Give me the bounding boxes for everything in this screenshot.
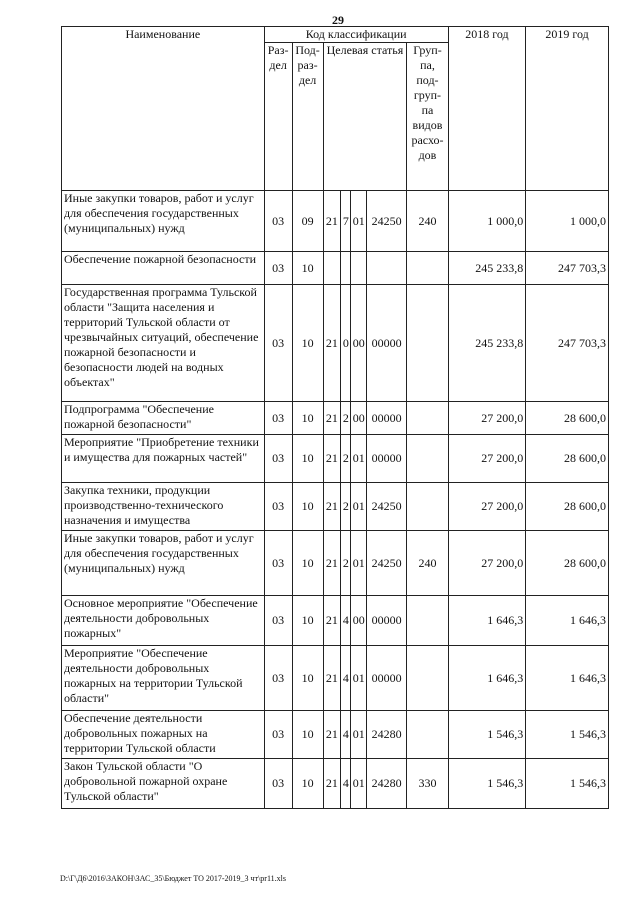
cell-cs2: 4 bbox=[341, 711, 351, 759]
cell-y2018: 1 546,3 bbox=[448, 759, 526, 809]
cell-cs2 bbox=[341, 252, 351, 285]
cell-y2018: 245 233,8 bbox=[448, 252, 526, 285]
cell-y2018: 27 200,0 bbox=[448, 402, 526, 435]
cell-cs2: 7 bbox=[341, 191, 351, 252]
cell-podrazdel: 10 bbox=[292, 402, 323, 435]
cell-cs2: 2 bbox=[341, 435, 351, 483]
cell-y2019: 28 600,0 bbox=[526, 402, 609, 435]
cell-cs3: 01 bbox=[351, 759, 367, 809]
cell-cs2: 2 bbox=[341, 402, 351, 435]
cell-cs1: 21 bbox=[323, 759, 341, 809]
cell-cs1: 21 bbox=[323, 596, 341, 646]
cell-y2018: 245 233,8 bbox=[448, 285, 526, 402]
cell-vr: 240 bbox=[407, 191, 448, 252]
table-row bbox=[62, 191, 609, 252]
cell-cs4: 00000 bbox=[366, 435, 406, 483]
budget-table bbox=[61, 26, 609, 809]
cell-y2019: 1 546,3 bbox=[526, 759, 609, 809]
cell-podrazdel: 09 bbox=[292, 191, 323, 252]
row-name: Иные закупки товаров, работ и услуг для обеспечения государственных (муниципальных) нужд bbox=[62, 191, 265, 252]
cell-y2018: 27 200,0 bbox=[448, 435, 526, 483]
cell-podrazdel: 10 bbox=[292, 646, 323, 711]
cell-razdel: 03 bbox=[264, 191, 292, 252]
cell-y2018: 1 646,3 bbox=[448, 646, 526, 711]
cell-vr bbox=[407, 596, 448, 646]
table-row bbox=[62, 596, 609, 646]
cell-cs3: 01 bbox=[351, 531, 367, 596]
table-row bbox=[62, 531, 609, 596]
header-classification: Код классификации bbox=[264, 27, 448, 43]
header-subsection: Под- раз- дел bbox=[292, 43, 323, 191]
cell-razdel: 03 bbox=[264, 435, 292, 483]
table-row bbox=[62, 759, 609, 809]
table-row bbox=[62, 483, 609, 531]
cell-vr bbox=[407, 646, 448, 711]
cell-vr bbox=[407, 483, 448, 531]
header-2019: 2019 год bbox=[526, 27, 609, 191]
row-name: Государственная программа Тульской области "Защита населения и территорий Тульской области от чрезвычайных ситуаций, обеспечение пожарной безопасности и безопасности людей на водных объектах" bbox=[62, 285, 265, 402]
table-row bbox=[62, 252, 609, 285]
cell-y2019: 1 000,0 bbox=[526, 191, 609, 252]
cell-y2019: 28 600,0 bbox=[526, 435, 609, 483]
cell-cs4: 00000 bbox=[366, 646, 406, 711]
cell-vr bbox=[407, 252, 448, 285]
cell-podrazdel: 10 bbox=[292, 531, 323, 596]
cell-razdel: 03 bbox=[264, 759, 292, 809]
cell-cs1: 21 bbox=[323, 402, 341, 435]
cell-razdel: 03 bbox=[264, 483, 292, 531]
cell-cs3: 01 bbox=[351, 191, 367, 252]
cell-cs1: 21 bbox=[323, 531, 341, 596]
cell-cs4: 00000 bbox=[366, 596, 406, 646]
row-name: Подпрограмма "Обеспечение пожарной безопасности" bbox=[62, 402, 265, 435]
cell-cs3: 01 bbox=[351, 483, 367, 531]
cell-vr: 330 bbox=[407, 759, 448, 809]
cell-cs3: 00 bbox=[351, 285, 367, 402]
header-section: Раз- дел bbox=[264, 43, 292, 191]
cell-podrazdel: 10 bbox=[292, 711, 323, 759]
header-name: Наименование bbox=[62, 27, 265, 191]
cell-cs4: 00000 bbox=[366, 402, 406, 435]
cell-razdel: 03 bbox=[264, 285, 292, 402]
cell-vr bbox=[407, 285, 448, 402]
cell-y2018: 1 646,3 bbox=[448, 596, 526, 646]
row-name: Обеспечение пожарной безопасности bbox=[62, 252, 265, 285]
cell-cs4: 24250 bbox=[366, 191, 406, 252]
cell-razdel: 03 bbox=[264, 252, 292, 285]
row-name: Обеспечение деятельности добровольных пожарных на территории Тульской области bbox=[62, 711, 265, 759]
cell-razdel: 03 bbox=[264, 711, 292, 759]
cell-cs2: 4 bbox=[341, 759, 351, 809]
cell-y2019: 247 703,3 bbox=[526, 285, 609, 402]
table-row bbox=[62, 646, 609, 711]
row-name: Закон Тульской области "О добровольной пожарной охране Тульской области" bbox=[62, 759, 265, 809]
cell-y2019: 1 546,3 bbox=[526, 711, 609, 759]
cell-podrazdel: 10 bbox=[292, 596, 323, 646]
table-row bbox=[62, 285, 609, 402]
header-expense-group: Груп- па, под- груп- па видов расхо- дов bbox=[407, 43, 448, 191]
table-row bbox=[62, 435, 609, 483]
cell-cs2: 4 bbox=[341, 596, 351, 646]
cell-cs4: 00000 bbox=[366, 285, 406, 402]
cell-podrazdel: 10 bbox=[292, 759, 323, 809]
cell-cs4: 24280 bbox=[366, 759, 406, 809]
table-row bbox=[62, 402, 609, 435]
cell-cs4: 24250 bbox=[366, 531, 406, 596]
cell-podrazdel: 10 bbox=[292, 483, 323, 531]
cell-y2019: 1 646,3 bbox=[526, 596, 609, 646]
cell-y2019: 247 703,3 bbox=[526, 252, 609, 285]
cell-vr: 240 bbox=[407, 531, 448, 596]
cell-y2018: 27 200,0 bbox=[448, 483, 526, 531]
cell-razdel: 03 bbox=[264, 646, 292, 711]
cell-cs4 bbox=[366, 252, 406, 285]
cell-cs1: 21 bbox=[323, 191, 341, 252]
cell-podrazdel: 10 bbox=[292, 435, 323, 483]
cell-cs1 bbox=[323, 252, 341, 285]
cell-cs1: 21 bbox=[323, 285, 341, 402]
cell-cs2: 2 bbox=[341, 483, 351, 531]
cell-cs3: 01 bbox=[351, 711, 367, 759]
cell-razdel: 03 bbox=[264, 531, 292, 596]
page-number: 29 bbox=[332, 13, 344, 27]
file-path-footer: D:\Г\Д6\2016\ЗАКОН\ЗАС_35\Бюджет ТО 2017-2019_3 чт\pr11.xls bbox=[60, 874, 286, 883]
cell-cs1: 21 bbox=[323, 435, 341, 483]
cell-cs3: 00 bbox=[351, 402, 367, 435]
cell-vr bbox=[407, 435, 448, 483]
cell-cs2: 0 bbox=[341, 285, 351, 402]
row-name: Иные закупки товаров, работ и услуг для обеспечения государственных (муниципальных) нужд bbox=[62, 531, 265, 596]
cell-razdel: 03 bbox=[264, 402, 292, 435]
cell-cs3: 00 bbox=[351, 596, 367, 646]
cell-y2019: 28 600,0 bbox=[526, 483, 609, 531]
cell-podrazdel: 10 bbox=[292, 252, 323, 285]
cell-vr bbox=[407, 402, 448, 435]
cell-cs3: 01 bbox=[351, 646, 367, 711]
row-name: Закупка техники, продукции производственно-технического назначения и имущества bbox=[62, 483, 265, 531]
row-name: Основное мероприятие "Обеспечение деятельности добровольных пожарных" bbox=[62, 596, 265, 646]
cell-y2018: 27 200,0 bbox=[448, 531, 526, 596]
header-target-article: Целевая статья bbox=[323, 43, 407, 191]
cell-razdel: 03 bbox=[264, 596, 292, 646]
cell-cs1: 21 bbox=[323, 483, 341, 531]
cell-cs4: 24280 bbox=[366, 711, 406, 759]
cell-y2018: 1 546,3 bbox=[448, 711, 526, 759]
cell-cs1: 21 bbox=[323, 646, 341, 711]
cell-cs2: 2 bbox=[341, 531, 351, 596]
cell-y2018: 1 000,0 bbox=[448, 191, 526, 252]
cell-y2019: 1 646,3 bbox=[526, 646, 609, 711]
cell-cs3: 01 bbox=[351, 435, 367, 483]
cell-cs3 bbox=[351, 252, 367, 285]
row-name: Мероприятие "Обеспечение деятельности добровольных пожарных на территории Тульской области" bbox=[62, 646, 265, 711]
header-2018: 2018 год bbox=[448, 27, 526, 191]
cell-podrazdel: 10 bbox=[292, 285, 323, 402]
cell-cs4: 24250 bbox=[366, 483, 406, 531]
table-row bbox=[62, 711, 609, 759]
cell-cs2: 4 bbox=[341, 646, 351, 711]
cell-y2019: 28 600,0 bbox=[526, 531, 609, 596]
cell-vr bbox=[407, 711, 448, 759]
cell-cs1: 21 bbox=[323, 711, 341, 759]
row-name: Мероприятие "Приобретение техники и имущества для пожарных частей" bbox=[62, 435, 265, 483]
